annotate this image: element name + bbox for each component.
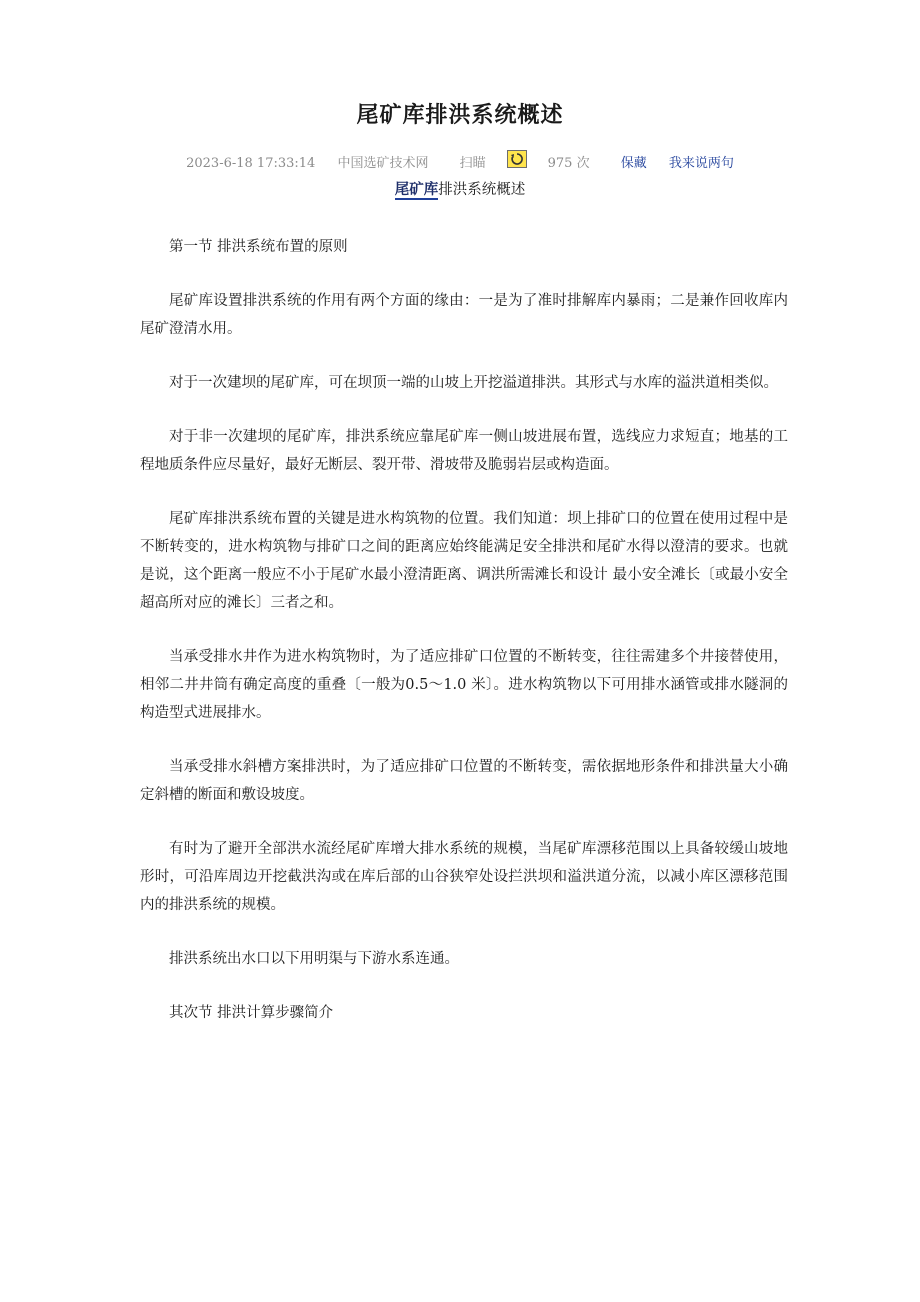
- paragraph: 对于一次建坝的尾矿库，可在坝顶一端的山坡上开挖溢道排洪。其形式与水库的溢洪道相类似。: [169, 375, 778, 391]
- paragraph: 当承受排水斜槽方案排洪时，为了适应排矿口位置的不断转变，需依据地形条件和排洪量大小确定斜槽的断面和敷设坡度。: [140, 759, 788, 803]
- paragraph: 尾矿库设置排洪系统的作用有两个方面的缘由：一是为了准时排解库内暴雨；二是兼作回收库内尾矿澄清水用。: [140, 293, 788, 337]
- subtitle-keyword-link[interactable]: 尾矿库: [394, 181, 439, 198]
- article-subtitle: [0, 178, 920, 199]
- view-count: 975 次: [547, 156, 590, 171]
- subtitle-text: 排洪系统概述: [438, 182, 526, 198]
- comment-link[interactable]: 我来说两句: [668, 156, 734, 171]
- publish-datetime: 2023-6-18 17:33:14: [186, 156, 316, 171]
- article-title: 尾矿库排洪系统概述: [356, 102, 564, 128]
- article-body: [140, 233, 788, 1053]
- favorite-link[interactable]: 保藏: [620, 156, 647, 171]
- section-heading-2: 其次节 排洪计算步骤简介: [169, 1005, 334, 1021]
- section-heading-1: 第一节 排洪系统布置的原则: [169, 239, 348, 255]
- paragraph: 排洪系统出水口以下用明渠与下游水系连通。: [169, 951, 459, 967]
- paragraph: 对于非一次建坝的尾矿库，排洪系统应靠尾矿库一侧山坡进展布置，选线应力求短直；地基的工程地质条件应尽量好，最好无断层、裂开带、滑坡带及脆弱岩层或构造面。: [140, 429, 788, 473]
- paragraph: 尾矿库排洪系统布置的关键是进水构筑物的位置。我们知道：坝上排矿口的位置在使用过程中是不断转变的，进水构筑物与排矿口之间的距离应始终能满足安全排洪和尾矿水得以澄清的要求。也就是说，这个距离一般应不小于尾矿水最小澄清距离、调洪所需滩长和设计 最小安全滩长〔或最小安全超高所对应的滩长〕三者之和。: [140, 511, 788, 611]
- article-meta: [0, 152, 920, 171]
- scan-label: 扫瞄: [459, 156, 486, 171]
- paragraph: 有时为了避开全部洪水流经尾矿库增大排水系统的规模，当尾矿库漂移范围以上具备较缓山坡地形时，可沿库周边开挖截洪沟或在库后部的山谷狭窄处设拦洪坝和溢洪道分流，以减小库区漂移范围内的排洪系统的规模。: [140, 841, 788, 913]
- article-source: 中国选矿技术网: [337, 156, 429, 171]
- view-count-group: [451, 152, 599, 171]
- paragraph: 当承受排水井作为进水构筑物时，为了适应排矿口位置的不断转变，往往需建多个井接替使用，相邻二井井筒有确定高度的重叠〔一般为0.5～1.0 米〕。进水构筑物以下可用排水涵管或排水隧洞的构造型式进展排水。: [140, 649, 788, 721]
- scan-refresh-icon: [507, 150, 527, 168]
